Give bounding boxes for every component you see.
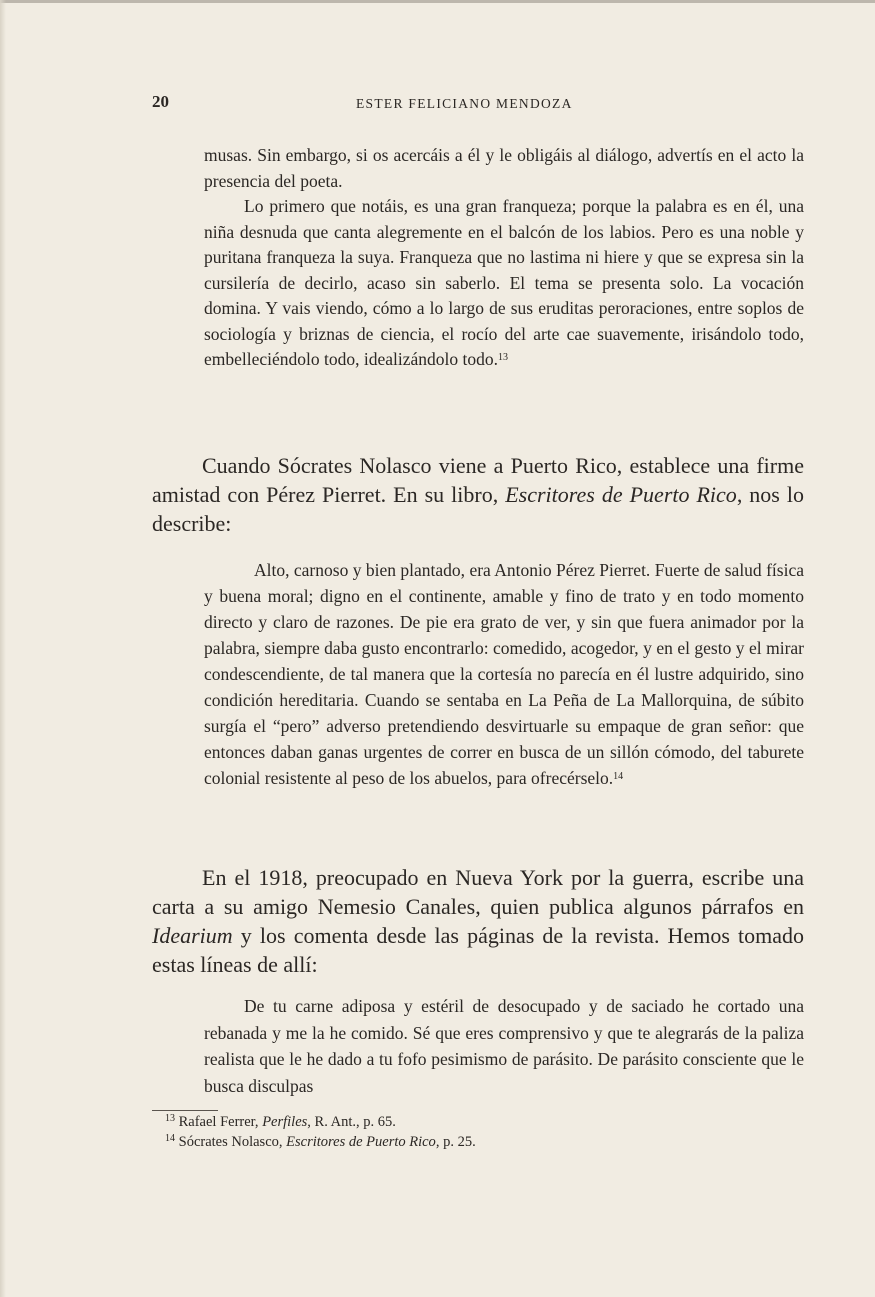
footnote-text-pre: Rafael Ferrer, <box>178 1114 263 1130</box>
footnote-title: Perfiles <box>262 1114 308 1130</box>
quote1-paragraph-2 <box>204 194 804 373</box>
block-quote-3: De tu carne adiposa y estéril de desocupado y de saciado he cortado una rebanada y me la he comido. Sé que eres comprensivo y que te alegrarás de la paliza realista que le he dado a tu fofo pesimismo de parásito. De parásito consciente que le busca disculpas <box>204 996 804 1096</box>
body2-text-a: En el 1918, preocupado en Nueva York por la guerra, escribe una carta a su amigo Nemesio Canales, quien publica algunos párrafos en <box>152 865 804 919</box>
footnote-title: Escritores de Puerto Rico <box>286 1134 436 1150</box>
footnote-number: 13 <box>165 1113 175 1124</box>
body-paragraph-1 <box>152 451 804 538</box>
page-number: 20 <box>152 92 169 111</box>
footnote-14 <box>165 1133 785 1152</box>
body1-text <box>152 451 804 538</box>
body1-text-a: Cuando Sócrates Nolasco viene a Puerto Rico, establece una firme amistad con Pérez Pierret. En su libro, <box>152 453 804 507</box>
footnote-rule <box>152 1110 218 1111</box>
page-header <box>152 92 792 118</box>
journal-title: Idearium <box>152 923 233 948</box>
page-gutter-shadow <box>0 0 6 1297</box>
footnote-13 <box>165 1113 785 1132</box>
footnote-text-post: , R. Ant., p. 65. <box>307 1114 396 1130</box>
book-title: Escritores de Puerto Rico <box>505 482 737 507</box>
quote1-paragraph-2-text: Lo primero que notáis, es una gran franqueza; porque la palabra es en él, una niña desnuda que canta alegremente en el balcón de los labios. Pero es una noble y puritana franqueza la suya. Franqueza que no lastima ni hiere y que se expresa sin la cursilería de decirlo, acaso sin saberlo. El tema se presenta solo. La vocación domina. Y vais viendo, cómo a lo largo de sus eruditas peroraciones, entre soplos de sociología y briznas de ciencia, el rocío del arte cae suavemente, irisándolo todo, embelleciéndolo todo, idealizándolo todo. <box>204 196 804 369</box>
footnote-number: 14 <box>165 1133 175 1144</box>
running-title: ESTER FELICIANO MENDOZA <box>356 96 573 111</box>
footnote-text-pre: Sócrates Nolasco, <box>178 1134 287 1150</box>
block-quote-1 <box>204 143 804 373</box>
footnote-ref-14: 14 <box>613 771 624 782</box>
body-paragraph-2 <box>152 863 804 979</box>
page-top-edge <box>0 0 875 3</box>
footnote-ref-13: 13 <box>498 352 509 363</box>
body1-text-b: , nos lo describe: <box>152 482 804 536</box>
quote2-text: Alto, carnoso y bien plantado, era Antonio Pérez Pierret. Fuerte de salud física y buena moral; digno en el continente, amable y fino de trato y en todo momento directo y claro de razones. De pie era grato de ver, y sin que fuera animador por la palabra, siempre daba gusto encontrarlo: comedido, acogedor, y en el gesto y el mirar condescendiente, de tal manera que la cortesía no parecía en él lustre adquirido, sino condición hereditaria. Cuando se sentaba en La Peña de La Mallorquina, de súbito surgía el “pero” adverso pretendiendo desvirtuarle su empaque de gran señor: que entonces daban ganas urgentes de correr en busca de un sillón cómodo, del taburete colonial resistente al peso de los abuelos, para ofrecérselo. <box>204 560 804 788</box>
quote1-paragraph-1: musas. Sin embargo, si os acercáis a él y le obligáis al diálogo, advertís en el acto la presencia del poeta. <box>204 145 804 191</box>
block-quote-2 <box>204 557 804 791</box>
footnote-text-post: , p. 25. <box>435 1134 476 1150</box>
body2-text-b: y los comenta desde las páginas de la revista. Hemos tomado estas líneas de allí: <box>152 923 804 977</box>
